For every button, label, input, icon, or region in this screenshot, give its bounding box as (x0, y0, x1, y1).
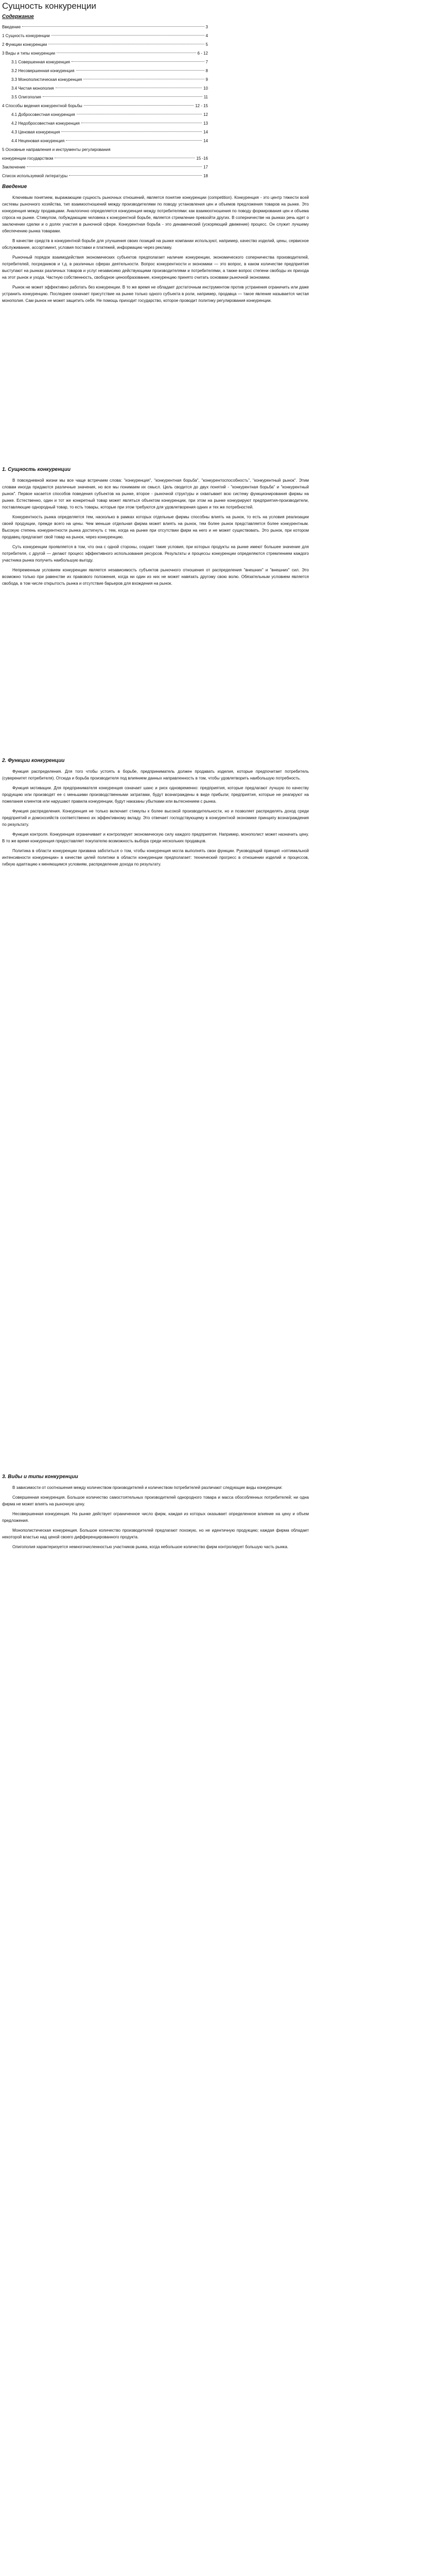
toc-entry-label: 3.4 Чистая монополия (11, 86, 54, 91)
toc-entry[interactable] (2, 164, 208, 173)
section-2-paragraph: Функция контроля. Конкуренция ограничивает и контролирует экономическую силу каждого предприятия. Например, монополист может назначить цену. В то же время конкуренция предоставляет покупателю возможность выбора среди нескольких продавцов. (2, 832, 309, 843)
toc-heading: Содержание (2, 14, 34, 20)
toc-leader-dots (69, 175, 202, 176)
section-1 (2, 466, 309, 590)
toc-entry[interactable] (2, 32, 208, 41)
toc-leader-dots (43, 96, 202, 97)
section-3-paragraph: Монополистическая конкуренция. Большое количество производителей предлагают похожую, но не идентичную продукцию; каждая фирма обладает некоторой властью над ценой своего дифференцированного продукта. (2, 1528, 309, 1539)
toc-leader-dots (76, 70, 204, 71)
toc-entry[interactable] (2, 94, 208, 103)
section-2-paragraph: Политика в области конкуренции призвана заботиться о том, чтобы конкуренция могла выполнять свои функции. Руководящий принцип «оптимальной интенсивности конкуренции» в качестве целей политики в области конкуренции предполагает: технический прогресс в отношении изделий и процессов, гибкую адаптацию к меняющимся условиям, распределение дохода по результату. (2, 849, 309, 867)
toc-entry-page: 11 (203, 95, 208, 99)
toc-entry-page: 3 (205, 25, 208, 29)
toc-entry-page: 14 (203, 130, 208, 134)
section-1-paragraph: Непременным условием конкуренции является независимость субъектов рыночного отношения от распределения "внешних" и "внешних" сил. Это возможно только при равенстве их правового положения, когда ни один из них не может навязать другому свою волю. Обязательным условием является свобода, в том числе открытость рынка и отсутствие барьеров для вхождения на рынок. (2, 568, 309, 586)
intro-paragraph: В качестве средств в конкурентной борьбе для улучшения своих позиций на рынке компании используют, например, качество изделий, цены, сервисное обслуживание, ассортимент, условия поставки и платежей, информацию через рекламу. (2, 239, 309, 250)
section-2-paragraph: Функция распределения. Для того чтобы устоять в борьбе, предприниматель должен продавать изделия, которые предпочитает потребитель (суверенитет потребителя). Отсюда и борьба производителя под влиянием данных направленность в том, чтобы удовлетворить наибольшую потребность. (2, 769, 309, 781)
toc-leader-dots (66, 140, 202, 141)
section-2-paragraph: Функция распределения. Конкуренция не только включает стимулы к более высокой производительности, но и позволяет распределять доход среди предприятий и домохозяйств соответственно их эффективному вкладу. Это отвечает господствующему в конкурентной экономике принципу вознаграждения по результату. (2, 809, 309, 827)
toc-entry-page: 6 - 12 (197, 51, 208, 56)
toc-entry[interactable] (2, 111, 208, 120)
toc-entry-page: 4 (205, 33, 208, 38)
toc-entry[interactable] (2, 24, 208, 32)
intro-paragraph: Ключевым понятием, выражающим сущность рыночных отношений, является понятие конкуренции (competition). Конкуренция - это центр тяжести всей системы рыночного хозяйства, тип взаимоотношений между производителями по поводу установления цен и объемов предложения товаров на рынке. Это конкуренция между продавцами. Аналогично определяется конкуренция между потребителями: как взаимоотношения по поводу формирования цен и объема спроса на рынке. Стимулом, побуждающим человека к конкурентной борьбе, является стремление превзойти других. В соперничестве на рынках речь идет о заключении сделки и о долях участия в рыночной сфере. Конкурентная борьба - это динамический (ускоряющий движение) процесс. Он служит лучшему обеспечению рынка товарами. (2, 195, 309, 233)
toc-entry[interactable] (2, 85, 208, 94)
toc-entry[interactable] (2, 146, 208, 155)
toc-entry[interactable] (2, 76, 208, 85)
intro-heading: Введение (2, 184, 27, 190)
section-1-paragraph: Суть конкуренции проявляется в том, что она с одной стороны, создает такие условия, при которых продукты на рынке имеют большее значение для потребителя, с другой — делают процесс эффективного использования ресурсов. Результаты и процессы конкуренции определяются стремлением каждого участника рынка получить наибольшую выгоду. (2, 545, 309, 563)
section-1-heading: 1. Сущность конкуренции (2, 467, 71, 472)
toc-leader-dots (61, 131, 202, 132)
toc-entry-label: 3.2 Несовершенная конкуренция (11, 69, 75, 73)
toc-entry-label: 3.5 Олигополия (11, 95, 41, 99)
section-3 (2, 1473, 309, 1553)
toc-entry-page: 10 (203, 86, 208, 91)
section-3-paragraph: Несовершенная конкуренция. На рынке действует ограниченное число фирм, каждая из которых оказывает определенное влияние на цену и объем предложения. (2, 1512, 309, 1523)
table-of-contents (2, 24, 208, 181)
toc-entry[interactable] (2, 120, 208, 129)
toc-entry-page: 13 (203, 121, 208, 126)
toc-entry-label: 3 Виды и типы конкуренции (2, 51, 56, 56)
toc-entry[interactable] (2, 173, 208, 181)
toc-entry-label: 4.3 Ценовая конкуренция (11, 130, 60, 134)
toc-entry-label: 3.3 Монополистическая конкуренция (11, 77, 82, 82)
toc-entry-label: 3.1 Совершенная конкуренция (11, 60, 70, 64)
toc-entry[interactable] (2, 67, 208, 76)
toc-entry-label: 5 Основные направления и инструменты регулирования (2, 147, 111, 152)
toc-entry-page: 14 (203, 139, 208, 143)
toc-entry-label: 4.2 Недобросовестная конкуренция (11, 121, 80, 126)
toc-entry-page: 18 (203, 174, 208, 178)
intro-section (2, 183, 309, 307)
toc-entry-page: 9 (205, 77, 208, 82)
toc-entry[interactable] (2, 50, 208, 59)
section-1-paragraph: В повседневной жизни мы все чаще встречаем слова: "конкуренция", "конкурентная борьба", "конкурентоспособность", "конкурентный рынок". Этим словам иногда придаются различные значения, но все мы понимаем их смысл. Цель сводится до двух понятий - "конкурентная борьба" и "конкурентный рынок". Первое касается способов поведения субъектов на рынке, второе - рыночной структуры и охватывает всю систему функционирования фирмы на рынке. Естественно, один и тот же конкретный товар может являться объектом конкуренции, при этом на рынке конкурируют предприятия-производители, поставляющие однородный товар, то есть товары, которые при этом требуются для удовлетворения одних и тех же потребностей. (2, 478, 309, 510)
toc-entry-page: 5 (205, 42, 208, 47)
toc-entry-label: 2 Функции конкуренции (2, 42, 47, 47)
toc-entry-label: 1 Сущность конкуренции (2, 33, 50, 38)
page-title: Сущность конкуренции (2, 1, 96, 11)
toc-entry-label: конкуренции государством (2, 156, 54, 161)
toc-entry[interactable] (2, 103, 208, 111)
toc-entry-label: 4.1 Добросовестная конкуренция (11, 112, 75, 117)
toc-entry[interactable] (2, 59, 208, 67)
section-2-paragraph: Функция мотивации. Для предпринимателя конкуренция означает шанс и риск одновременно: предприятия, которые предлагают лучшую по качеству продукцию или производят ее с меньшими производственными затратами, будут вознаграждены в виде прибыли; предприятия, которые не реагируют на пожелания клиентов или нарушают правила конкуренции, будут наказаны убытками или вытеснением с рынка. (2, 786, 309, 804)
section-1-paragraph: Конкурентность рынка определяется тем, насколько в рамках которых отдельные фирмы способны влиять на рынок, то есть на условия реализации своей продукции, прежде всего на цены. Чем меньше отдельная фирма может влиять на рынок, тем более рынок представляется более конкурентным. Высокую степень конкурентности рынка достигнуть с тем, когда на рынке при отсутствии фирм на него и не может существовать. Это рынок, при котором продавец предлагает свой товар на рынок, через конкуренцию. (2, 515, 309, 539)
toc-entry[interactable] (2, 155, 208, 164)
toc-entry[interactable] (2, 138, 208, 146)
toc-entry-page: 7 (205, 60, 208, 64)
intro-paragraph: Рыночный порядок взаимодействия экономических субъектов предполагает наличие конкуренции, экономического соперничества производителей, потребителей, посредников и т.д. в различных сферах деятельности. Вопрос конкурентности и экономики — это вопрос, в каком количестве предприятия выступают на рынках различных товаров и услуг независимо действующими производителями и потребителями, а также вопрос степени свободы их прихода на этот рынок и ухода. Частную собственность, свободное ценообразование, конкуренцию принято считать основами рыночной экономики. (2, 255, 309, 280)
toc-entry-label: Список используемой литературы (2, 174, 68, 178)
section-2 (2, 757, 309, 871)
toc-leader-dots (72, 61, 204, 62)
section-3-paragraph: Олигополия характеризуется немногочисленностью участников рынка, когда небольшое количество фирм контролирует большую часть рынка. (12, 1545, 289, 1549)
toc-entry-label: Введение (2, 25, 21, 29)
toc-entry-label: Заключение (2, 165, 26, 170)
section-3-heading: 3. Виды и типы конкуренции (2, 1474, 78, 1480)
toc-entry-label: 4 Способы ведения конкурентной борьбы (2, 104, 82, 108)
section-3-paragraph: Совершенная конкуренция. Большое количество самостоятельных производителей однородного товара и масса обособленных потребителей; ни одна фирма не может влиять на рыночную цену. (2, 1495, 309, 1506)
toc-entry-page: 15 -16 (196, 156, 208, 161)
toc-leader-dots (84, 105, 194, 106)
toc-leader-dots (27, 166, 202, 167)
toc-entry-label: 4.4 Неценовая конкуренция (11, 139, 65, 143)
section-2-heading: 2. Функции конкуренции (2, 758, 65, 764)
section-3-paragraph: В зависимости от соотношения между количеством производителей и количеством потребителей различают следующие виды конкуренции: (12, 1485, 283, 1490)
toc-entry[interactable] (2, 41, 208, 50)
toc-leader-dots (22, 26, 204, 27)
toc-entry[interactable] (2, 129, 208, 138)
intro-paragraph: Рынок не может эффективно работать без конкуренции. В то же время не обладает достаточным инструментом против устранения ограничить или даже устранить конкуренцию. Последнее означает присутствие на рынке только одного субъекта в роли, например, продавца — такое явление называется чистая монополия. Сам рынок не может защитить себя. Не помощь приходит государство, которое проводит политику регулирования конкуренции. (2, 285, 309, 303)
toc-entry-page: 8 (205, 69, 208, 73)
toc-entry-page: 12 (203, 112, 208, 117)
toc-entry-page: 17 (203, 165, 208, 170)
toc-entry-page: 12 - 15 (195, 104, 208, 108)
toc-leader-dots (51, 35, 204, 36)
